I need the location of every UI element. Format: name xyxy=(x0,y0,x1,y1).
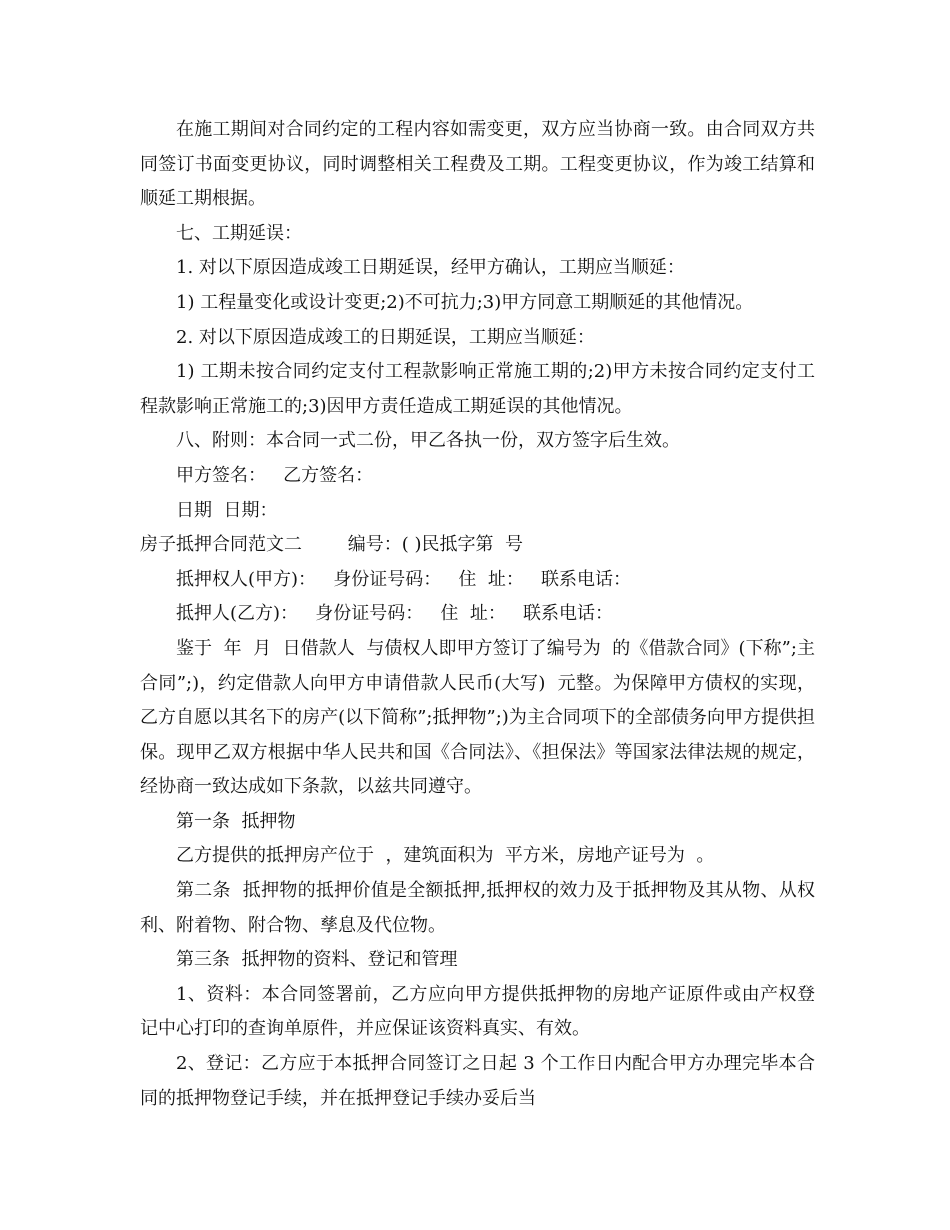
paragraph: 在施工期间对合同约定的工程内容如需变更，双方应当协商一致。由合同双方共同签订书面变更协议，同时调整相关工程费及工期。工程变更协议，作为竣工结算和顺延工期根据。 xyxy=(140,119,815,210)
section-heading: 八、附则：本合同一式二份，甲乙各执一份，双方签字后生效。 xyxy=(176,430,680,452)
article-heading: 第一条 抵押物 xyxy=(176,810,296,832)
paragraph: 1、资料：本合同签署前，乙方应向甲方提供抵押物的房地产证原件或由产权登记中心打印的查询单原件，并应保证该资料真实、有效。 xyxy=(140,983,815,1040)
document-body xyxy=(140,113,815,1116)
signature-line: 甲方签名： 乙方签名： xyxy=(176,464,374,486)
paragraph: 2、登记：乙方应于本抵押合同签订之日起 3 个工作日内配合甲方办理完毕本合同的抵押物登记手续，并在抵押登记手续办妥后当 xyxy=(140,1053,815,1109)
paragraph: 1) 工程量变化或设计变更;2)不可抗力;3)甲方同意工期顺延的其他情况。 xyxy=(176,291,754,313)
party-line-mortgagor: 抵押人(乙方)： 身份证号码： 住 址： 联系电话： xyxy=(176,603,613,625)
paragraph: 2. 对以下原因造成竣工的日期延误，工期应当顺延： xyxy=(176,326,595,348)
section-heading: 七、工期延误： xyxy=(176,222,302,244)
paragraph: 1. 对以下原因造成竣工日期延误，经甲方确认，工期应当顺延： xyxy=(176,257,685,279)
article-heading: 第三条 抵押物的资料、登记和管理 xyxy=(176,949,458,971)
paragraph: 鉴于 年 月 日借款人 与债权人即甲方签订了编号为 的《借款合同》(下称”;主合同”;)，约定借款人向甲方申请借款人民币(大写) 元整。为保障甲方债权的实现，乙方自愿以其名下的房产(以下简称”;抵押物”;)为主合同项下的全部债务向甲方提供担保。现甲乙双方根据中华人民共和国《合同法》、《担保法》等国家法律法规的规定，经协商一致达成如下条款，以兹共同遵守。 xyxy=(140,637,815,798)
paragraph: 1) 工期未按合同约定支付工程款影响正常施工期的;2)甲方未按合同约定支付工程款影响正常施工的;3)因甲方责任造成工期延误的其他情况。 xyxy=(140,361,815,417)
contract-title: 房子抵押合同范文二 编号：( )民抵字第 号 xyxy=(140,534,523,556)
date-line: 日期 日期： xyxy=(176,499,278,521)
paragraph: 第二条 抵押物的抵押价值是全额抵押,抵押权的效力及于抵押物及其从物、从权利、附着物、附合物、孳息及代位物。 xyxy=(140,880,815,936)
paragraph: 乙方提供的抵押房产位于 ，建筑面积为 平方米，房地产证号为 。 xyxy=(176,845,715,867)
party-line-mortgagee: 抵押权人(甲方)： 身份证号码： 住 址： 联系电话： xyxy=(176,568,631,590)
